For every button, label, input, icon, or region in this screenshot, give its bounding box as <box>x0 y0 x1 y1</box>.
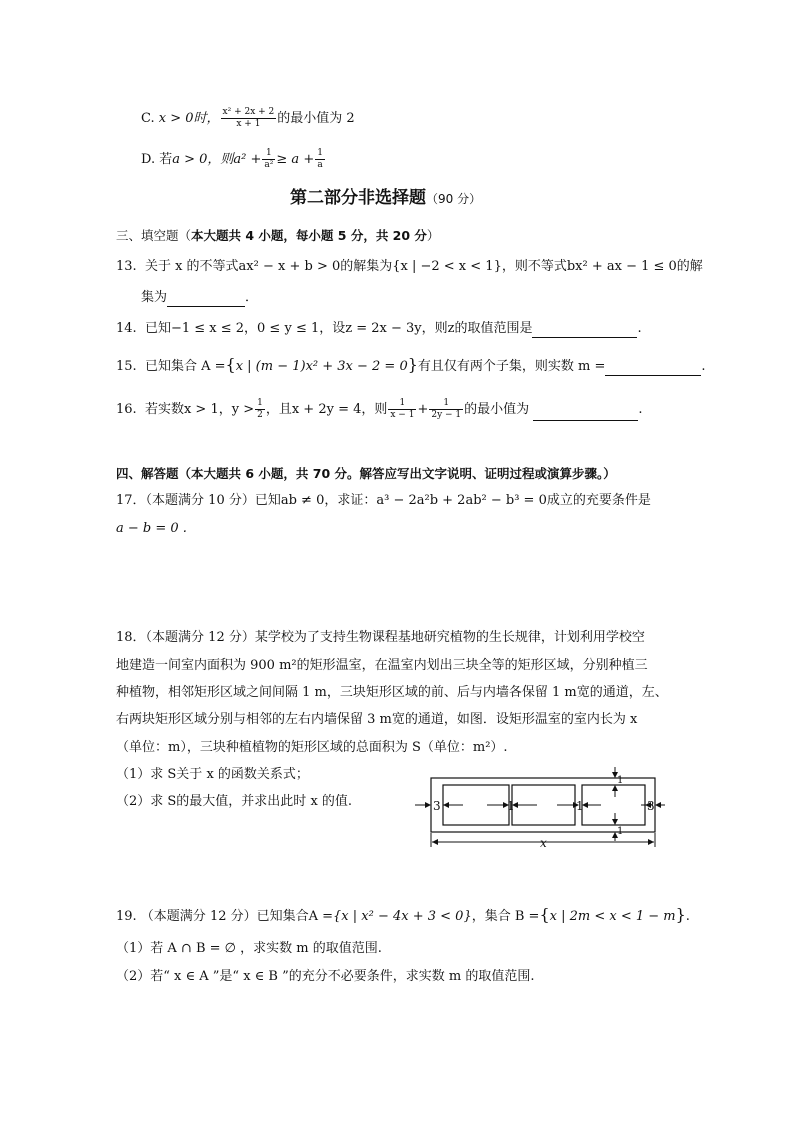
question-18-sub1: （1）求 S关于 x 的函数关系式； <box>116 767 309 782</box>
section-3-heading: 三、填空题（本大题共 4 小题，每小题 5 分，共 20 分） <box>116 228 440 243</box>
label-left-3: 3 <box>433 799 441 813</box>
question-16: 16. 若实数x > 1，y > $\frac{1}{2}$ ，且x + 2y = 4，则 $\frac{1}{x - 1}$ + $\frac{1}{2y - 1}$ 的最小值为 . <box>116 398 643 420</box>
question-17-line2: a − b = 0 . <box>116 521 187 536</box>
fraction: $\frac{1}{2}$ <box>257 398 263 420</box>
label-bottom-1: 1 <box>617 826 624 837</box>
fraction: $\frac{1}{x - 1}$ <box>390 398 415 420</box>
question-19: 19. （本题满分 12 分）已知集合A ={x | x² − 4x + 3 < 0}，集合 B ={x | 2m < x < 1 − m}. <box>116 905 690 924</box>
label-right-3: 3 <box>647 799 655 813</box>
outer-wall <box>431 778 655 832</box>
fraction: $\frac{\text{x² + 2x + 2}}{x + 1}$ <box>222 107 275 129</box>
question-18-line3: 种植物，相邻矩形区域之间间隔 1 m，三块矩形区域的前、后与内墙各保留 1 m宽的通道，左、 <box>116 685 668 700</box>
part2-title: 第二部分非选择题（90 分） <box>290 188 482 208</box>
fraction: $\frac{1}{\text{a²}}$ <box>264 148 274 170</box>
answer-blank[interactable] <box>533 406 638 421</box>
answer-blank[interactable] <box>532 323 637 338</box>
answer-blank[interactable] <box>605 361 701 376</box>
label-gap-1b: 1 <box>576 799 584 813</box>
label-top-1: 1 <box>617 775 624 786</box>
option-d: D. 若a > 0，则a² + $\frac{1}{\text{a²}}$ ≥ a + $\frac{1}{a}$ <box>141 148 323 170</box>
question-17: 17．（本题满分 10 分）已知ab ≠ 0，求证：a³ − 2a²b + 2ab² − b³ = 0成立的充要条件是 <box>116 493 651 508</box>
question-14: 14. 已知−1 ≤ x ≤ 2，0 ≤ y ≤ 1，设z = 2x − 3y，则z的取值范围是 . <box>116 321 642 336</box>
question-13-line2: 集为 ． <box>141 290 259 305</box>
question-13: 13. 关于 x 的不等式ax² − x + b > 0的解集为{x | −2 < x < 1}，则不等式bx² + ax − 1 ≤ 0的解 <box>116 259 703 274</box>
label-x: x <box>540 836 547 849</box>
question-18-line5: （单位：m），三块种植植物的矩形区域的总面积为 S（单位：m²）. <box>116 740 508 755</box>
fraction: $\frac{1}{2y - 1}$ <box>431 398 462 420</box>
question-18-line2: 地建造一间室内面积为 900 m²的矩形温室，在温室内划出三块全等的矩形区域，分别种植三 <box>116 658 648 673</box>
question-19-sub1: （1）若 A ∩ B = ∅ ，求实数 m 的取值范围. <box>116 941 382 956</box>
section-4-heading: 四、解答题（本大题共 6 小题，共 70 分。解答应写出文字说明、证明过程或演算步骤。） <box>116 466 616 481</box>
greenhouse-diagram <box>415 767 665 849</box>
fraction: $\frac{1}{a}$ <box>317 148 323 170</box>
label-gap-1: 1 <box>507 799 515 813</box>
question-18-sub2: （2）求 S的最大值，并求出此时 x 的值. <box>116 794 353 809</box>
answer-blank[interactable] <box>167 292 245 307</box>
question-19-sub2: （2）若“ x ∈ A ”是“ x ∈ B ”的充分不必要条件，求实数 m 的取值范围. <box>116 969 535 984</box>
question-15: 15. 已知集合 A ={x | (m − 1)x² + 3x − 2 = 0}有且仅有两个子集，则实数 m = . <box>116 355 706 374</box>
question-18-line1: 18．（本题满分 12 分）某学校为了支持生物课程基地研究植物的生长规律，计划利用学校空 <box>116 630 645 645</box>
question-18-line4: 右两块矩形区域分别与相邻的左右内墙保留 3 m宽的通道，如图．设矩形温室的室内长为 x <box>116 712 638 727</box>
option-c: C. x > 0时， $\frac{\text{x² + 2x + 2}}{x + 1}$ 的最小值为 2 <box>141 107 355 129</box>
